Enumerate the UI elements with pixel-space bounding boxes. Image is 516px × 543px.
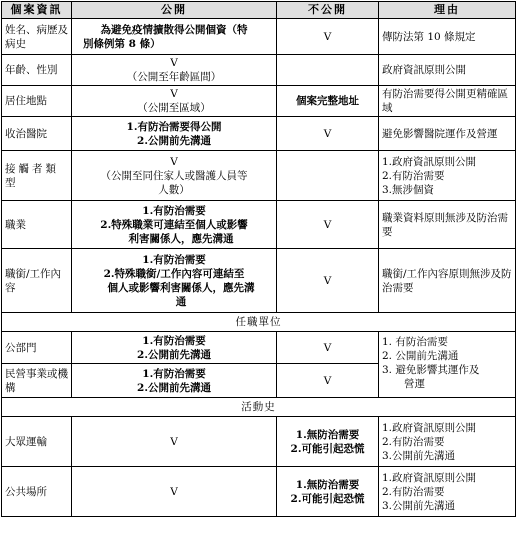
public-cell: V — [72, 417, 277, 467]
reason-cell: 1.政府資訊原則公開 2.有防治需要 3.公開前先溝通 — [379, 467, 516, 517]
nonpublic-cell — [277, 55, 379, 86]
row-category: 收治醫院 — [2, 117, 72, 151]
public-cell: 1.有防治需要 2.特殊職業可連結至個人或影響 利害關係人，應先溝通 — [72, 201, 277, 249]
nonpublic-cell: 1.無防治需要 2.可能引起恐慌 — [277, 467, 379, 517]
header-nonpublic: 不公開 — [277, 2, 379, 19]
reason-cell: 職業資料原則無涉及防治需要 — [379, 201, 516, 249]
reason-cell: 傳防法第 10 條規定 — [379, 19, 516, 55]
row-category: 大眾運輸 — [2, 417, 72, 467]
public-cell: V （公開至同住家人或醫護人員等 人數） — [72, 151, 277, 201]
nonpublic-cell: V — [277, 117, 379, 151]
row-category: 公部門 — [2, 332, 72, 364]
nonpublic-cell: 1.無防治需要 2.可能引起恐慌 — [277, 417, 379, 467]
header-category: 個案資訊 — [2, 2, 72, 19]
row-category: 接觸者類型 — [2, 151, 72, 201]
reason-cell: 1. 有防治需要 2. 公開前先溝通 3. 避免影響其運作及 營運 — [379, 332, 516, 398]
row-category: 職業 — [2, 201, 72, 249]
nonpublic-cell — [277, 151, 379, 201]
nonpublic-cell: V — [277, 19, 379, 55]
public-cell: 1.有防治需要 2.公開前先溝通 — [72, 332, 277, 364]
disclosure-table — [1, 1, 516, 517]
header-reason: 理由 — [379, 2, 516, 19]
reason-cell: 政府資訊原則公開 — [379, 55, 516, 86]
table-row — [2, 332, 516, 364]
table-row — [2, 201, 516, 249]
row-category: 公共場所 — [2, 467, 72, 517]
table-row — [2, 467, 516, 517]
table-row — [2, 151, 516, 201]
reason-cell: 職銜/工作內容原則無涉及防治需要 — [379, 249, 516, 313]
nonpublic-cell: V — [277, 364, 379, 398]
public-cell: 1.有防治需要 2.特殊職銜/工作內容可連結至 個人或影響利害關係人，應先溝 通 — [72, 249, 277, 313]
row-category: 年齡、性別 — [2, 55, 72, 86]
header-row — [2, 2, 516, 19]
section-row-activity — [2, 398, 516, 417]
table-row — [2, 86, 516, 117]
header-public: 公開 — [72, 2, 277, 19]
row-category: 姓名、病歷及病史 — [2, 19, 72, 55]
reason-cell: 1.政府資訊原則公開 2.有防治需要 3.公開前先溝通 — [379, 417, 516, 467]
public-cell: V — [72, 467, 277, 517]
nonpublic-cell: V — [277, 249, 379, 313]
table-row — [2, 19, 516, 55]
table-row — [2, 55, 516, 86]
reason-cell: 避免影響醫院運作及營運 — [379, 117, 516, 151]
row-category: 民營事業或機構 — [2, 364, 72, 398]
public-cell: V （公開至區域） — [72, 86, 277, 117]
reason-cell: 有防治需要得公開更精確區域 — [379, 86, 516, 117]
public-cell: 為避免疫情擴散得公開個資（特 別條例第 8 條） — [72, 19, 277, 55]
reason-cell: 1.政府資訊原則公開 2.有防治需要 3.無涉個資 — [379, 151, 516, 201]
public-cell: 1.有防治需要 2.公開前先溝通 — [72, 364, 277, 398]
public-cell: V （公開至年齡區間） — [72, 55, 277, 86]
section-row-employer — [2, 313, 516, 332]
table-row — [2, 249, 516, 313]
public-cell: 1.有防治需要得公開 2.公開前先溝通 — [72, 117, 277, 151]
section-title: 活動史 — [2, 398, 516, 417]
nonpublic-cell: V — [277, 201, 379, 249]
table-row — [2, 117, 516, 151]
table-row — [2, 417, 516, 467]
row-category: 居住地點 — [2, 86, 72, 117]
row-category: 職銜/工作內容 — [2, 249, 72, 313]
section-title: 任職單位 — [2, 313, 516, 332]
nonpublic-cell: V — [277, 332, 379, 364]
nonpublic-cell: 個案完整地址 — [277, 86, 379, 117]
